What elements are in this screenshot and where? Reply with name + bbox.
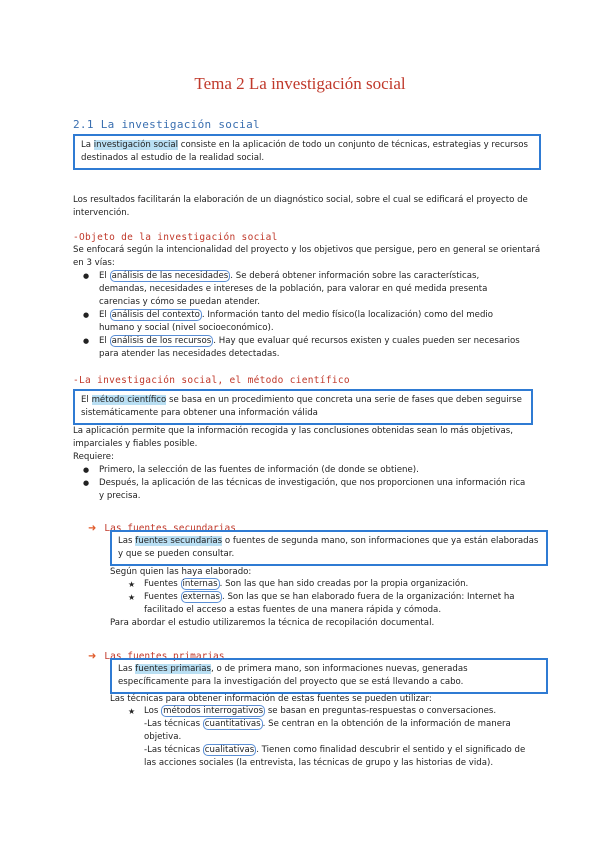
secundarias-closing: Para abordar el estudio utilizaremos la técnica de recopilación documental. — [110, 618, 435, 628]
section-heading-investigacion: 2.1 La investigación social — [73, 118, 260, 131]
list-item: ● Primero, la selección de las fuentes de información (de donde se obtiene). — [73, 464, 528, 477]
highlight-fuentes-secundarias: fuentes secundarias — [135, 536, 223, 546]
requiere-label: Requiere: — [73, 452, 114, 462]
primarias-heading: Las fuentes primarias — [104, 651, 225, 662]
results-paragraph: Los resultados facilitarán la elaboración de un diagnóstico social, sobre el cual se edificará el proyecto de intervención. — [73, 195, 528, 218]
metodo-heading: -La investigación social, el método científico — [73, 375, 350, 386]
cualitativas-text: -Las técnicas cualitativas . Tienen como finalidad descubrir el sentido y el significado de las acciones sociales (la entrevista, las técnicas de grupo y las historias de vida). — [144, 745, 526, 768]
list-item: ● Después, la aplicación de las técnicas de investigación, que nos proporcionen una información rica y precisa. — [73, 477, 528, 503]
page-title: Tema 2 La investigación social — [194, 74, 406, 93]
definition-box-primarias: Las fuentes primarias, o de primera mano, son informaciones nuevas, generadas específicamente para la investigación del proyecto que se está llevando a cabo. — [110, 658, 548, 694]
objeto-intro: Se enfocará según la intencionalidad del proyecto y los objetivos que persigue, pero en general se orientará en 3 vías: — [73, 245, 541, 268]
circled-term: internas — [182, 579, 218, 589]
primarias-list — [126, 705, 536, 718]
circled-term: externas — [182, 592, 220, 602]
highlight-fuentes-primarias: fuentes primarias — [135, 664, 212, 674]
secundarias-intro: Según quien las haya elaborado: — [110, 567, 252, 577]
arrow-right-icon: ➜ — [88, 523, 97, 534]
arrow-right-icon: ➜ — [88, 651, 97, 662]
list-item: ● El análisis del contexto . Información tanto del medio físico(la localización) como del medio humano y social (nivel socioeconómico). — [73, 309, 528, 335]
secundarias-list — [126, 578, 536, 617]
circled-term: análisis de las necesidades — [111, 271, 229, 281]
highlight-metodo-cientifico: método científico — [91, 395, 167, 405]
objeto-list — [73, 270, 528, 361]
circled-term: análisis del contexto — [111, 310, 200, 320]
list-item: ● El análisis de los recursos . Hay que evaluar qué recursos existen y cuales pueden ser necesarios para atender las necesidades detectadas. — [73, 335, 528, 361]
highlight-investigacion-social: investigación social — [93, 140, 179, 150]
circled-term: cualitativas — [204, 745, 255, 755]
metodo-paragraph: La aplicación permite que la información recogida y las conclusiones obtenidas sean lo más objetivas, imparciales y fiables posible. — [73, 426, 514, 449]
definition-box-metodo: El método científico se basa en un procedimiento que concreta una serie de fases que deben seguirse sistemáticamente para obtener una información válida — [73, 389, 533, 425]
definition-box-investigacion: La investigación social consiste en la aplicación de todo un conjunto de técnicas, estrategias y recursos destinados al estudio de la realidad social. — [73, 134, 541, 170]
circled-term: métodos interrogativos — [163, 706, 264, 716]
circled-term: análisis de los recursos — [111, 336, 212, 346]
objeto-heading: -Objeto de la investigación social — [73, 232, 278, 243]
list-item: ★ Fuentes internas . Son las que han sido creadas por la propia organización. — [126, 578, 536, 591]
list-item: ★ Los métodos interrogativos se basan en preguntas-respuestas o conversaciones. — [126, 705, 536, 718]
definition-box-secundarias: Las fuentes secundarias o fuentes de segunda mano, son informaciones que ya están elaboradas y que se pueden consultar. — [110, 530, 548, 566]
list-item: ● El análisis de las necesidades . Se deberá obtener información sobre las características, demandas, necesidades e intereses de la población, para valorar en qué medida presenta carencias y cómo se puedan atender. — [73, 270, 528, 309]
cuantitativas-text: -Las técnicas cuantitativas . Se centran en la obtención de la información de manera objetiva. — [144, 719, 511, 742]
requiere-list — [73, 464, 528, 503]
primarias-intro: Las técnicas para obtener información de estas fuentes se pueden utilizar: — [110, 694, 432, 704]
circled-term: cuantitativas — [204, 719, 261, 729]
secundarias-heading: Las fuentes secundarias — [104, 523, 236, 534]
list-item: ★ Fuentes externas . Son las que se han elaborado fuera de la organización: Internet ha facilitado el acceso a estas fuentes de una manera rápida y cómoda. — [126, 591, 536, 617]
